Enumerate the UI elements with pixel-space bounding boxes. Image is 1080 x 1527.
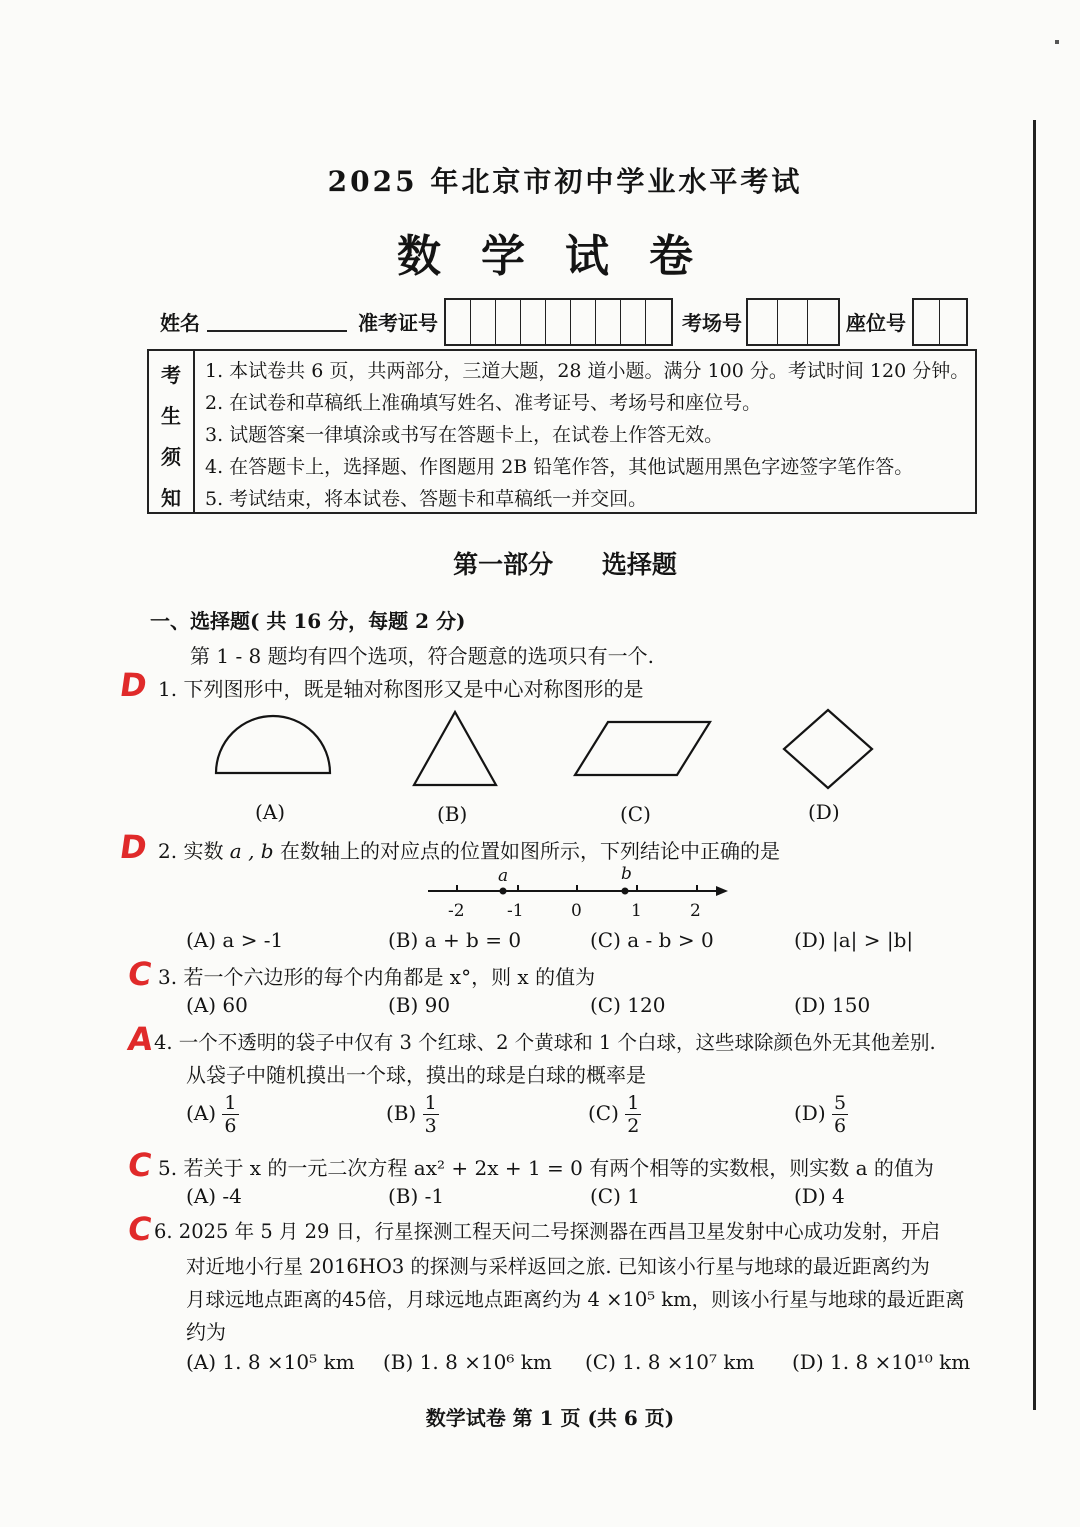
exam-title: 2025 年北京市初中学业水平考试: [327, 165, 803, 198]
page-edge-line: [1033, 120, 1036, 1410]
q1-figure-label-d: (D): [808, 800, 840, 824]
q6-option-c: (C) 1. 8 ×10⁷ km: [585, 1350, 755, 1374]
question-1-stem: 1. 下列图形中，既是轴对称图形又是中心对称图形的是: [158, 677, 644, 701]
name-field[interactable]: [207, 330, 347, 332]
tick-label: -2: [448, 901, 465, 921]
question-6-stem-line1: 6. 2025 年 5 月 29 日，行星探测工程天问二号探测器在西昌卫星发射中心成功发射，开启: [154, 1220, 941, 1243]
seat-label: 座位号: [846, 311, 906, 335]
notice-item: 4. 在答题卡上，选择题、作图题用 2B 铅笔作答，其他试题用黑色字迹签字笔作答。: [205, 456, 914, 478]
q3-option-a: (A) 60: [186, 993, 248, 1017]
answer-mark-q4: A: [125, 1020, 156, 1058]
q1-figure-label-c: (C): [620, 802, 651, 826]
section-note: 第 1 - 8 题均有四个选项，符合题意的选项只有一个.: [190, 644, 654, 668]
point-label-b: b: [621, 864, 632, 884]
tick-label: 2: [690, 901, 701, 921]
room-label: 考场号: [682, 311, 742, 335]
notice-item: 3. 试题答案一律填涂或书写在答题卡上，在试卷上作答无效。: [205, 424, 724, 446]
triangle-shape: [414, 712, 496, 785]
notice-item: 5. 考试结束，将本试卷、答题卡和草稿纸一并交回。: [205, 488, 648, 510]
point-a: [500, 888, 507, 895]
q4-option-c: (C) $\frac{1}{2}$: [588, 1092, 640, 1137]
answer-mark-q2: D: [117, 828, 150, 866]
q2-option-c: (C) a - b > 0: [590, 928, 714, 952]
question-6-stem-line4: 约为: [186, 1320, 226, 1344]
question-4-stem-line1: 4. 一个不透明的袋子中仅有 3 个红球、2 个黄球和 1 个白球，这些球除颜色外无其他差别.: [154, 1031, 936, 1054]
part-heading: 第一部分 选择题: [453, 550, 677, 579]
answer-mark-q6: C: [125, 1210, 155, 1248]
exam-id-boxes[interactable]: [444, 298, 673, 346]
q4-option-b: (B) $\frac{1}{3}$: [386, 1092, 437, 1137]
seat-boxes[interactable]: [912, 298, 968, 346]
paper-title: 数学试卷: [397, 231, 733, 282]
notice-item: 2. 在试卷和草稿纸上准确填写姓名、准考证号、考场号和座位号。: [205, 392, 762, 414]
question-4-stem-line2: 从袋子中随机摸出一个球，摸出的球是白球的概率是: [186, 1063, 646, 1087]
notice-side-label: 考 生 须 知: [149, 351, 195, 512]
q1-shape-figures: [200, 700, 920, 800]
question-5-stem: 5. 若关于 x 的一元二次方程 ax² + 2x + 1 = 0 有两个相等的实数根，则实数 a 的值为: [158, 1156, 934, 1180]
answer-mark-q5: C: [125, 1146, 155, 1184]
q2-option-a: (A) a > -1: [186, 928, 284, 952]
question-6-stem-line3: 月球远地点距离的45倍，月球远地点距离约为 4 ×10⁵ km，则该小行星与地球的最近距离: [186, 1288, 965, 1311]
point-b: [622, 888, 629, 895]
notice-item: 1. 本试卷共 6 页，共两部分，三道大题，28 道小题。满分 100 分。考试时间 120 分钟。: [205, 360, 970, 382]
q2-option-d: (D) |a| > |b|: [794, 928, 914, 952]
q4-option-d: (D) $\frac{5}{6}$: [794, 1092, 847, 1137]
room-boxes[interactable]: [746, 298, 840, 346]
q3-option-d: (D) 150: [794, 993, 871, 1017]
answer-mark-q3: C: [125, 955, 155, 993]
name-label: 姓名: [160, 311, 200, 335]
rhombus-shape: [784, 710, 872, 788]
tick-label: 0: [571, 901, 582, 921]
page-footer: 数学试卷 第 1 页 (共 6 页): [425, 1406, 675, 1430]
question-3-stem: 3. 若一个六边形的每个内角都是 x°，则 x 的值为: [158, 965, 596, 989]
question-6-stem-line2: 对近地小行星 2016HO3 的探测与采样返回之旅. 已知该小行星与地球的最近距离约为: [186, 1255, 930, 1278]
tick-label: -1: [507, 901, 524, 921]
semicircle-shape: [216, 716, 330, 773]
answer-mark-q1: D: [117, 666, 150, 704]
q4-option-a: (A) $\frac{1}{6}$: [186, 1092, 237, 1137]
notice-list: [205, 355, 969, 515]
candidate-info-row: [160, 297, 972, 345]
q5-option-a: (A) -4: [186, 1184, 242, 1208]
q1-figure-label-a: (A): [255, 800, 286, 824]
q2-option-b: (B) a + b = 0: [388, 928, 522, 952]
point-label-a: a: [498, 866, 509, 886]
question-2-stem: 2. 实数 a , b 在数轴上的对应点的位置如图所示，下列结论中正确的是: [158, 839, 780, 863]
candidate-notice-box: [147, 349, 977, 514]
q6-option-a: (A) 1. 8 ×10⁵ km: [186, 1350, 355, 1374]
q2-number-line: [420, 862, 740, 924]
exam-id-label: 准考证号: [358, 311, 438, 335]
q5-option-b: (B) -1: [388, 1184, 445, 1208]
parallelogram-shape: [575, 722, 710, 775]
section-heading: 一、选择题( 共 16 分，每题 2 分): [150, 609, 466, 633]
scan-dot: [1055, 40, 1059, 44]
q3-option-b: (B) 90: [388, 993, 451, 1017]
number-line-arrow: [716, 886, 728, 896]
q5-option-c: (C) 1: [590, 1184, 640, 1208]
q6-option-d: (D) 1. 8 ×10¹⁰ km: [792, 1350, 971, 1374]
q5-option-d: (D) 4: [794, 1184, 845, 1208]
q3-option-c: (C) 120: [590, 993, 666, 1017]
q1-figure-label-b: (B): [437, 802, 468, 826]
q6-option-b: (B) 1. 8 ×10⁶ km: [383, 1350, 552, 1374]
tick-label: 1: [631, 901, 642, 921]
